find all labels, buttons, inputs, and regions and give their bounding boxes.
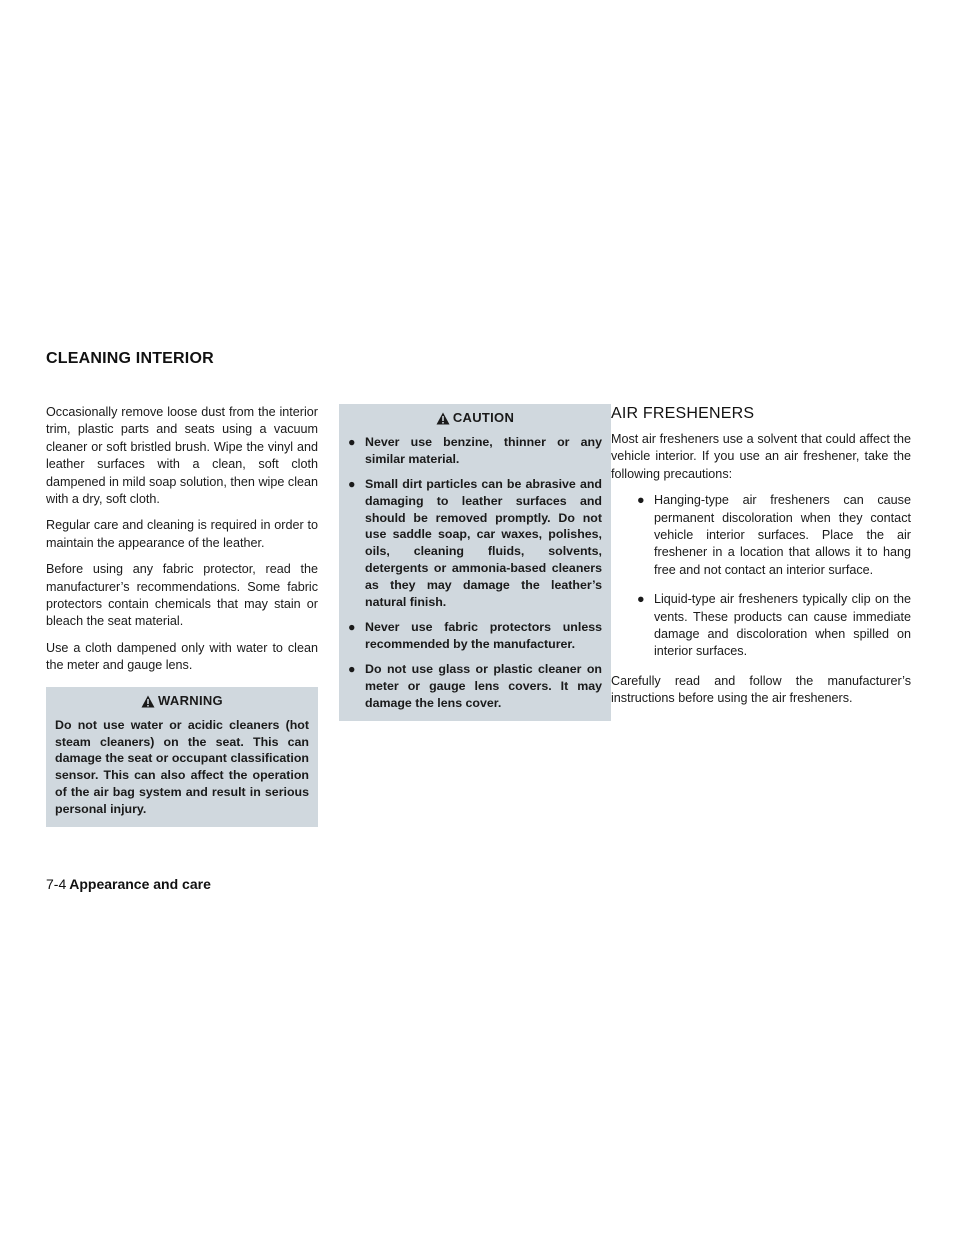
column-right xyxy=(611,404,911,717)
warning-header xyxy=(55,693,309,710)
list-item: ● Do not use glass or plastic cleaner on meter or gauge lens covers. It may damage the lens cover. xyxy=(348,661,602,710)
section-title: CLEANING INTERIOR xyxy=(46,350,214,367)
paragraph: Use a cloth dampened only with water to clean the meter and gauge lens. xyxy=(46,640,318,673)
warning-triangle-icon xyxy=(141,695,155,708)
page-footer xyxy=(46,876,211,892)
caution-label: CAUTION xyxy=(452,410,515,425)
bullet-icon: ● xyxy=(348,661,356,676)
warning-text: Do not use water or acidic cleaners (hot steam cleaners) on the seat. This can damage the seat or occupant classification sensor. This can also affect the operation of the air bag system and result in serious personal injury. xyxy=(55,717,309,817)
bullet-icon: ● xyxy=(348,619,356,634)
caution-triangle-icon xyxy=(436,412,450,425)
bullet-icon: ● xyxy=(637,592,645,607)
page-number: 7-4 xyxy=(46,876,67,892)
caution-header xyxy=(348,410,602,427)
precautions-list xyxy=(611,492,911,661)
bullet-icon: ● xyxy=(348,434,356,449)
column-middle xyxy=(339,404,611,721)
list-item: ● Small dirt particles can be abrasive and damaging to leather surfaces and should be removed promptly. Do not use saddle soap, car waxes, polishes, oils, cleaning fluids, solvents, detergents or ammonia-based cleaners as they may damage the leather’s natural finish. xyxy=(348,476,602,610)
paragraph: Carefully read and follow the manufacturer’s instructions before using the air fresheners. xyxy=(611,673,911,706)
warning-label: WARNING xyxy=(158,692,223,708)
list-item: ● Never use fabric protectors unless recommended by the manufacturer. xyxy=(348,619,602,651)
bullet-icon: ● xyxy=(637,493,645,508)
list-item: ● Liquid-type air fresheners typically clip on the vents. These products can cause immediate damage and discoloration when spilled on interior surfaces. xyxy=(637,592,911,659)
subsection-heading: AIR FRESHENERS xyxy=(611,405,755,422)
paragraph: Occasionally remove loose dust from the interior trim, plastic parts and seats using a vacuum cleaner or soft bristled brush. Wipe the vinyl and leather surfaces with a clean, soft cloth dampened in mild soap solution, then wipe clean with a dry, soft cloth. xyxy=(46,405,318,507)
caution-box xyxy=(339,404,611,721)
paragraph: Most air fresheners use a solvent that could affect the vehicle interior. If you use an air freshener, take the following precautions: xyxy=(611,432,911,481)
warning-box xyxy=(46,687,318,827)
list-item: ● Hanging-type air fresheners can cause permanent discoloration when they contact vehicle interior surfaces. Place the air freshener in a location that allows it to hang free and not contact an interior surface. xyxy=(637,493,911,577)
column-left xyxy=(46,404,318,827)
paragraph: Before using any fabric protector, read the manufacturer’s recommendations. Some fabric protectors contain chemicals that may stain or bleach the seat material. xyxy=(46,562,318,629)
list-item: ● Never use benzine, thinner or any similar material. xyxy=(348,434,602,466)
paragraph: Regular care and cleaning is required in order to maintain the appearance of the leather. xyxy=(46,518,318,550)
caution-list xyxy=(348,434,602,712)
chapter-title: Appearance and care xyxy=(69,876,211,892)
bullet-icon: ● xyxy=(348,476,356,491)
